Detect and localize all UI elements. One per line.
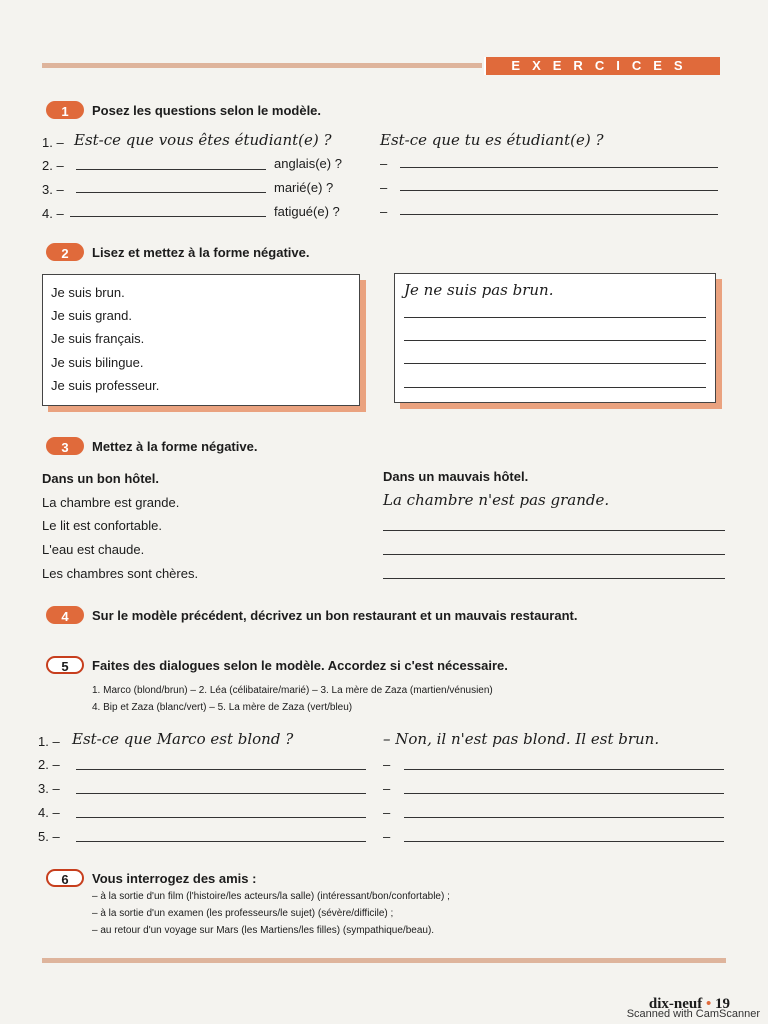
sentence: Je suis bilingue.: [51, 355, 144, 370]
answer-line[interactable]: [404, 769, 724, 770]
answer-line[interactable]: [76, 841, 366, 842]
model-question: Est-ce que Marco est blond ?: [72, 730, 294, 748]
exercise-number: 2: [46, 243, 84, 261]
answer-line[interactable]: [383, 554, 725, 555]
footer-bullet: •: [705, 996, 712, 1012]
answer-line[interactable]: [76, 817, 366, 818]
answer-line[interactable]: [404, 363, 706, 364]
answer-line[interactable]: [76, 192, 266, 193]
sentence: L'eau est chaude.: [42, 542, 145, 557]
exercise-number: 1: [46, 101, 84, 119]
exercise-number: 4: [46, 606, 84, 624]
row-number: 1. –: [38, 734, 60, 749]
dash: –: [383, 781, 391, 796]
dash: –: [383, 829, 391, 844]
answer-line[interactable]: [400, 167, 718, 168]
answer-line[interactable]: [76, 769, 366, 770]
exercise-1-heading: [46, 101, 321, 119]
page-word: dix-neuf: [648, 996, 703, 1012]
exercise-6-heading: [46, 869, 256, 887]
exercise-title: Lisez et mettez à la forme négative.: [92, 244, 310, 260]
row-number: 1. –: [42, 135, 64, 150]
sentence: La chambre est grande.: [42, 495, 180, 510]
prompt-word: anglais(e) ?: [274, 156, 342, 171]
answer-line[interactable]: [404, 317, 706, 318]
answer-line[interactable]: [404, 841, 724, 842]
prompt-word: marié(e) ?: [274, 180, 334, 195]
model-question: Est-ce que vous êtes étudiant(e) ?: [74, 131, 332, 149]
answer-line[interactable]: [404, 793, 724, 794]
model-answer: Est-ce que tu es étudiant(e) ?: [380, 131, 604, 149]
answer-line[interactable]: [404, 340, 706, 341]
exercise-5-heading: [46, 656, 508, 674]
model-answer: – Non, il n'est pas blond. Il est brun.: [383, 730, 660, 748]
answer-line[interactable]: [76, 793, 366, 794]
answer-line[interactable]: [76, 169, 266, 170]
row-number: 3. –: [38, 781, 60, 796]
model-answer: La chambre n'est pas grande.: [383, 491, 610, 509]
row-number: 4. –: [38, 805, 60, 820]
model-answer: Je ne suis pas brun.: [404, 281, 554, 299]
exercices-banner: EXERCICES: [484, 57, 720, 75]
answer-line[interactable]: [400, 190, 718, 191]
header-strip: [42, 63, 482, 68]
row-number: 5. –: [38, 829, 60, 844]
exercise-number: 6: [46, 869, 84, 887]
dash: –: [380, 180, 388, 195]
exercise-number: 3: [46, 437, 84, 455]
task-item: – à la sortie d'un examen (les professeurs/le sujet) (sévère/difficile) ;: [92, 908, 394, 919]
task-item: – à la sortie d'un film (l'histoire/les acteurs/la salle) (intéressant/bon/confortable) ;: [92, 891, 450, 902]
sentence: Les chambres sont chères.: [42, 566, 199, 581]
exercise-title: Posez les questions selon le modèle.: [92, 102, 322, 118]
dash: –: [380, 204, 388, 219]
answer-line[interactable]: [404, 817, 724, 818]
scanner-watermark: Scanned with CamScanner: [626, 1008, 760, 1020]
answer-line[interactable]: [383, 530, 725, 531]
exercise-title: Mettez à la forme négative.: [92, 438, 258, 454]
right-heading: Dans un mauvais hôtel.: [383, 469, 529, 484]
answer-line[interactable]: [400, 214, 718, 215]
row-number: 2. –: [38, 757, 60, 772]
sentence: Le lit est confortable.: [42, 518, 162, 533]
exercise-2-heading: [46, 243, 309, 261]
answer-line[interactable]: [383, 578, 725, 579]
sentence: Je suis professeur.: [51, 378, 160, 393]
answer-line[interactable]: [404, 387, 706, 388]
dash: –: [383, 757, 391, 772]
exercise-title: Faites des dialogues selon le modèle. Accordez si c'est nécessaire.: [92, 657, 508, 673]
exercise-4-heading: [46, 606, 577, 624]
answer-line[interactable]: [70, 216, 266, 217]
sentence: Je suis grand.: [51, 308, 132, 323]
dash: –: [380, 156, 388, 171]
prompt-list: 4. Bip et Zaza (blanc/vert) – 5. La mère de Zaza (vert/bleu): [92, 702, 353, 713]
dash: –: [383, 805, 391, 820]
sentence: Je suis brun.: [51, 285, 125, 300]
exercise-3-heading: [46, 437, 257, 455]
row-number: 4. –: [42, 206, 64, 221]
exercise-title: Vous interrogez des amis :: [92, 870, 257, 886]
exercise-title: Sur le modèle précédent, décrivez un bon restaurant et un mauvais restaurant.: [92, 607, 578, 623]
sentence: Je suis français.: [51, 331, 145, 346]
exercise-number: 5: [46, 656, 84, 674]
footer-strip: [42, 958, 726, 963]
prompt-word: fatigué(e) ?: [274, 204, 340, 219]
row-number: 2. –: [42, 158, 64, 173]
task-item: – au retour d'un voyage sur Mars (les Martiens/les filles) (sympathique/beau).: [92, 925, 435, 936]
row-number: 3. –: [42, 182, 64, 197]
prompt-list: 1. Marco (blond/brun) – 2. Léa (célibataire/marié) – 3. La mère de Zaza (martien/vénusien): [92, 685, 493, 696]
left-heading: Dans un bon hôtel.: [42, 471, 159, 486]
page-number: 19: [715, 996, 730, 1012]
